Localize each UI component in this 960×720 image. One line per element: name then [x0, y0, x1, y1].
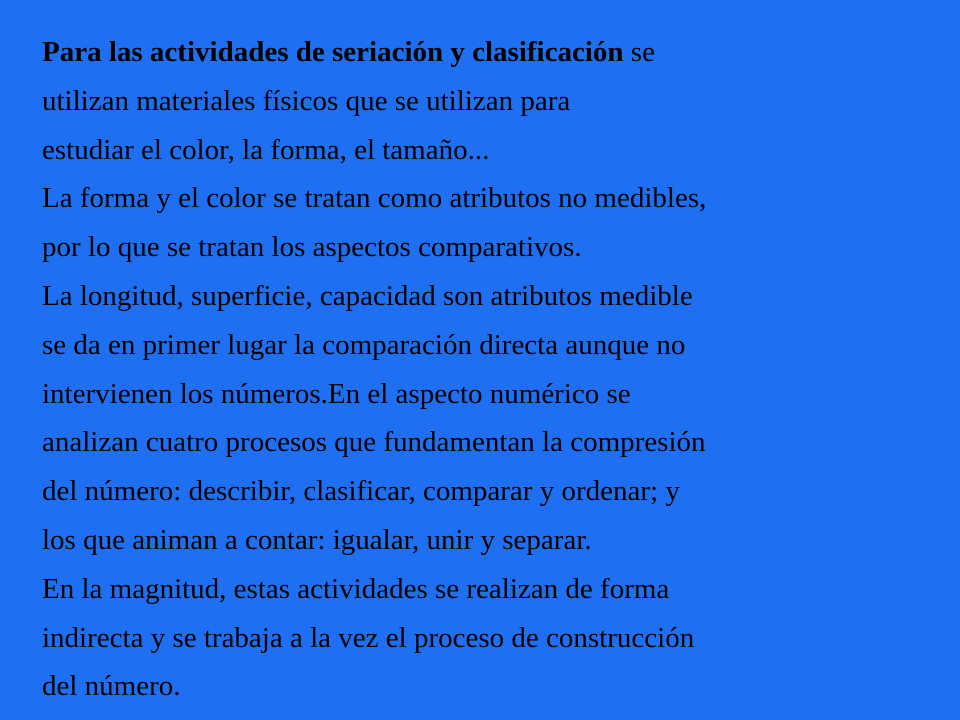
text-line-6: La longitud, superficie, capacidad son atributos medible: [42, 279, 693, 312]
text-line-9: analizan cuatro procesos que fundamentan la compresión: [42, 426, 706, 459]
text-line-12: En la magnitud, estas actividades se realizan de forma: [42, 572, 670, 605]
bold-heading-phrase: Para las actividades de seriación y clasificación: [42, 36, 624, 68]
text-line-13: indirecta y se trabaja a la vez el proceso de construcción: [42, 621, 695, 654]
text-line-10: del número: describir, clasificar, comparar y ordenar; y: [42, 475, 680, 508]
text-line-7: se da en primer lugar la comparación directa aunque no: [42, 328, 686, 361]
text-line-14: del número.: [42, 670, 181, 703]
heading-line-continuation: se: [623, 36, 655, 68]
text-line-1: [42, 28, 922, 77]
text-line-11: los que animan a contar: igualar, unir y separar.: [42, 523, 592, 556]
text-line-2: utilizan materiales físicos que se utilizan para: [42, 84, 571, 117]
text-line-4: La forma y el color se tratan como atributos no medibles,: [42, 182, 707, 215]
slide-text-block: [42, 28, 922, 711]
text-line-8: intervienen los números.En el aspecto numérico se: [42, 377, 631, 410]
text-line-5: por lo que se tratan los aspectos comparativos.: [42, 231, 582, 264]
text-line-3: estudiar el color, la forma, el tamaño...: [42, 133, 490, 166]
